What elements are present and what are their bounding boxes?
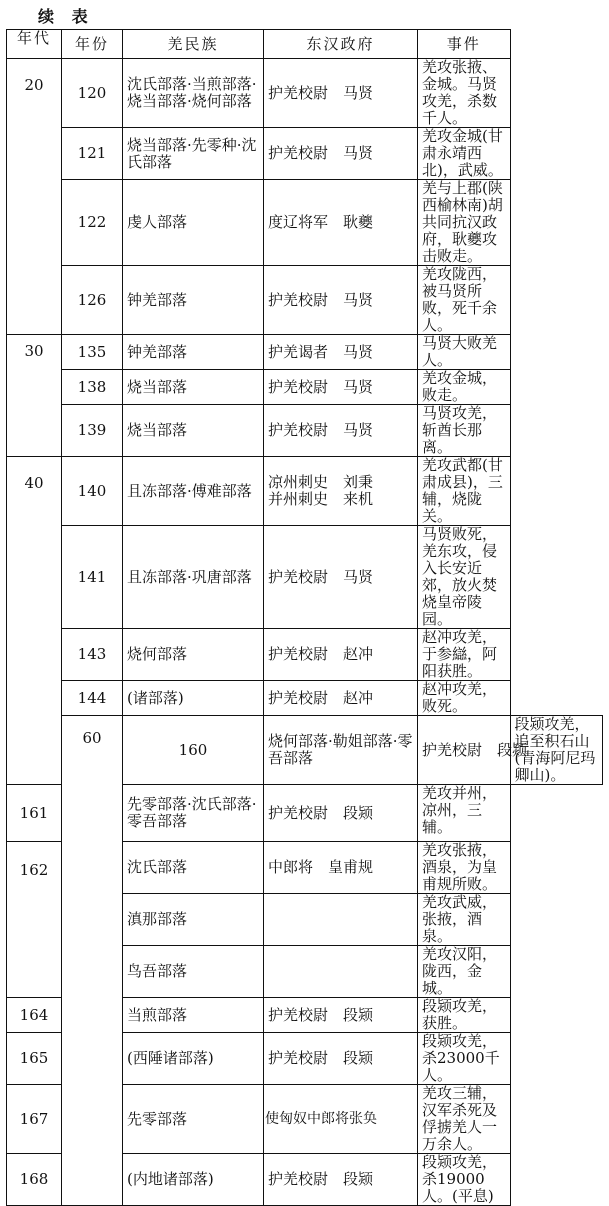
year-cell: 139: [62, 405, 123, 457]
year-cell: 138: [62, 370, 123, 405]
header-government: 东汉政府: [264, 30, 418, 59]
event-cell: 羌攻武威，张掖，酒泉。: [418, 894, 511, 946]
year-cell: 164: [7, 998, 62, 1033]
event-cell: 羌攻武都(甘肃成县)，三辅，烧陇关。: [418, 457, 511, 526]
event-cell: 段颎攻羌，杀23000千人。: [418, 1033, 511, 1085]
event-cell: 赵冲攻羌，败死。: [418, 681, 511, 716]
event-cell: 羌攻三辅，汉军杀死及俘掳羌人一万余人。: [418, 1085, 511, 1154]
year-cell: 168: [7, 1154, 62, 1206]
government-cell: [264, 946, 418, 998]
event-cell: 羌攻张掖，酒泉，为皇甫规所败。: [418, 842, 511, 894]
government-cell: 护羌校尉 段颎: [264, 998, 418, 1033]
tribe-cell: 沈氏部落: [123, 842, 264, 894]
government-cell: 护羌校尉 段颎: [264, 1154, 418, 1206]
government-cell: 护羌谒者 马贤: [264, 335, 418, 370]
table-row: [7, 335, 603, 370]
tribe-cell: 虔人部落: [123, 180, 264, 266]
event-cell: 羌攻并州，凉州，三辅。: [418, 785, 511, 842]
tribe-cell: 烧当部落: [123, 405, 264, 457]
year-cell: 120: [62, 59, 123, 128]
year-cell: 122: [62, 180, 123, 266]
government-cell: 护羌校尉 段颎: [264, 1033, 418, 1085]
tribe-cell: 当煎部落: [123, 998, 264, 1033]
government-cell: [264, 894, 418, 946]
year-cell: 141: [62, 526, 123, 629]
event-cell: 羌攻金城，败走。: [418, 370, 511, 405]
tribe-cell: 钟羌部落: [123, 266, 264, 335]
event-cell: 马贤大败羌人。: [418, 335, 511, 370]
year-cell: 161: [7, 785, 62, 842]
header-row: [7, 30, 603, 59]
government-cell: 护羌校尉 段颎: [418, 716, 511, 785]
event-cell: 羌与上郡(陕西榆林南)胡共同抗汉政府，耿夔攻击败走。: [418, 180, 511, 266]
tribe-cell: 先零部落: [123, 1085, 264, 1154]
tribe-cell: 烧当部落: [123, 370, 264, 405]
tribe-cell: 钟羌部落: [123, 335, 264, 370]
tribe-cell: 且冻部落·傅难部落: [123, 457, 264, 526]
year-cell: 121: [62, 128, 123, 180]
government-cell: 护羌校尉 马贤: [264, 526, 418, 629]
tribe-cell: (内地诸部落): [123, 1154, 264, 1206]
table-row: [7, 405, 603, 457]
decade-cell: 60: [62, 716, 123, 1206]
table-row: [7, 716, 603, 785]
government-cell: 中郎将 皇甫规: [264, 842, 418, 894]
year-cell: 160: [123, 716, 264, 785]
header-year: 年份: [62, 30, 123, 59]
decade-cell: 40: [7, 457, 62, 785]
government-cell: 使匈奴中郎将张奂: [264, 1085, 418, 1154]
event-cell: 羌攻金城(甘肃永靖西北)，武威。: [418, 128, 511, 180]
event-cell: 羌攻汉阳，陇西，金城。: [418, 946, 511, 998]
year-cell: 135: [62, 335, 123, 370]
history-table: [6, 29, 603, 1206]
event-cell: 段颎攻羌，追至积石山(青海阿尼玛卿山)。: [510, 716, 603, 785]
header-tribe: 羌民族: [123, 30, 264, 59]
decade-cell: 30: [7, 335, 62, 457]
year-cell: 126: [62, 266, 123, 335]
tribe-cell: (西陲诸部落): [123, 1033, 264, 1085]
tribe-cell: 烧何部落·勒姐部落·零吾部落: [264, 716, 418, 785]
table-row: [7, 457, 603, 526]
event-cell: 马贤败死，羌东攻，侵入长安近郊，放火焚烧皇帝陵园。: [418, 526, 511, 629]
government-cell: 护羌校尉 马贤: [264, 405, 418, 457]
table-row: [7, 59, 603, 128]
year-cell: 140: [62, 457, 123, 526]
event-cell: 赵冲攻羌，于参䜌，阿阳获胜。: [418, 629, 511, 681]
tribe-cell: 鸟吾部落: [123, 946, 264, 998]
year-cell: 167: [7, 1085, 62, 1154]
tribe-cell: (诸部落): [123, 681, 264, 716]
event-cell: 段颎攻羌，获胜。: [418, 998, 511, 1033]
event-cell: 段颎攻羌，杀19000人。(平息): [418, 1154, 511, 1206]
government-cell: 护羌校尉 马贤: [264, 128, 418, 180]
tribe-cell: 先零部落·沈氏部落·零吾部落: [123, 785, 264, 842]
table-row: [7, 266, 603, 335]
year-cell: 165: [7, 1033, 62, 1085]
event-cell: 羌攻张掖、金城。马贤攻羌，杀数千人。: [418, 59, 511, 128]
table-row: [7, 128, 603, 180]
table-row: [7, 180, 603, 266]
year-cell: 144: [62, 681, 123, 716]
government-cell: 护羌校尉 赵冲: [264, 681, 418, 716]
tribe-cell: 烧当部落·先零种·沈氏部落: [123, 128, 264, 180]
table-row: [7, 681, 603, 716]
tribe-cell: 且冻部落·巩唐部落: [123, 526, 264, 629]
year-cell: 162: [7, 842, 62, 998]
header-decade: 年代: [7, 30, 62, 59]
header-event: 事件: [418, 30, 511, 59]
government-cell: 度辽将军 耿夔: [264, 180, 418, 266]
government-cell: 护羌校尉 段颎: [264, 785, 418, 842]
government-cell: 护羌校尉 赵冲: [264, 629, 418, 681]
tribe-cell: 沈氏部落·当煎部落·烧当部落·烧何部落: [123, 59, 264, 128]
government-cell: 凉州刺史 刘秉 并州刺史 来机: [264, 457, 418, 526]
government-cell: 护羌校尉 马贤: [264, 370, 418, 405]
table-row: [7, 370, 603, 405]
table-row: [7, 629, 603, 681]
table-row: [7, 526, 603, 629]
government-cell: 护羌校尉 马贤: [264, 266, 418, 335]
decade-cell: 20: [7, 59, 62, 335]
table-caption: 续 表: [38, 7, 94, 26]
event-cell: 马贤攻羌，斩酋长那离。: [418, 405, 511, 457]
tribe-cell: 滇那部落: [123, 894, 264, 946]
year-cell: 143: [62, 629, 123, 681]
event-cell: 羌攻陇西，被马贤所败，死千余人。: [418, 266, 511, 335]
government-cell: 护羌校尉 马贤: [264, 59, 418, 128]
tribe-cell: 烧何部落: [123, 629, 264, 681]
